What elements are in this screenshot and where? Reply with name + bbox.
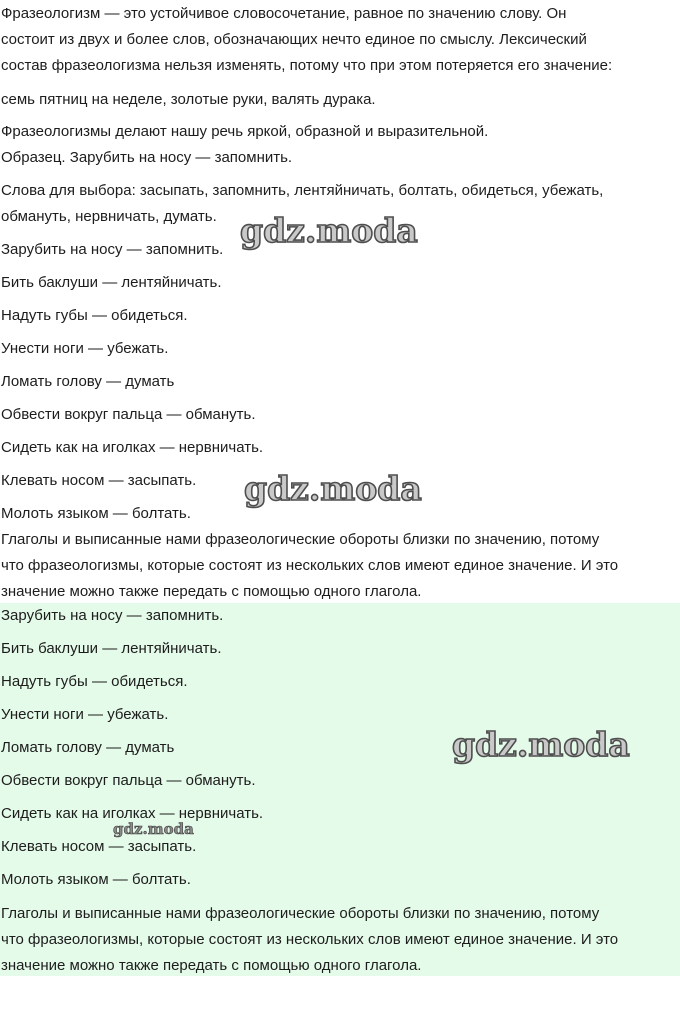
pair-item: Бить баклуши — лентяйничать. — [1, 274, 222, 291]
pair-item: Сидеть как на иголках — нервничать. — [1, 439, 264, 456]
conclusion-line: значение можно также передать с помощью одного глагола. — [1, 957, 422, 974]
watermark-logo: gdz.moda — [113, 820, 194, 838]
conclusion-line: Глаголы и выписанные нами фразеологические обороты близки по значению, потому — [1, 905, 600, 922]
intro-line: состав фразеологизма нельзя изменять, потому что при этом потеряется его значение: — [1, 57, 613, 74]
task-line: Фразеологизмы делают нашу речь яркой, образной и выразительной. — [1, 123, 489, 140]
choices-line: Слова для выбора: засыпать, запомнить, лентяйничать, болтать, обидеться, убежать, — [1, 182, 604, 199]
pair-item: Молоть языком — болтать. — [1, 871, 191, 888]
pair-item: Унести ноги — убежать. — [1, 706, 169, 723]
pair-item: Ломать голову — думать — [1, 373, 175, 390]
intro-line: Фразеологизм — это устойчивое словосочетание, равное по значению слову. Он — [1, 5, 567, 22]
examples-line: семь пятниц на неделе, золотые руки, валять дурака. — [1, 91, 376, 108]
pair-item: Надуть губы — обидеться. — [1, 673, 188, 690]
watermark-logo: gdz.moda — [244, 469, 422, 508]
sample-line: Образец. Зарубить на носу — запомнить. — [1, 149, 293, 166]
pair-item: Унести ноги — убежать. — [1, 340, 169, 357]
watermark-logo: gdz.moda — [452, 725, 630, 764]
pair-item: Обвести вокруг пальца — обмануть. — [1, 772, 256, 789]
conclusion-line: что фразеологизмы, которые состоят из нескольких слов имеют единое значение. И это — [1, 931, 619, 948]
pair-item: Зарубить на носу — запомнить. — [1, 241, 224, 258]
choices-line: обмануть, нервничать, думать. — [1, 208, 217, 225]
pair-item: Зарубить на носу — запомнить. — [1, 607, 224, 624]
pair-item: Ломать голову — думать — [1, 739, 175, 756]
watermark-logo: gdz.moda — [240, 211, 418, 250]
conclusion-line: что фразеологизмы, которые состоят из нескольких слов имеют единое значение. И это — [1, 557, 619, 574]
pair-item: Сидеть как на иголках — нервничать. — [1, 805, 264, 822]
conclusion-line: значение можно также передать с помощью одного глагола. — [1, 583, 422, 600]
pair-item: Бить баклуши — лентяйничать. — [1, 640, 222, 657]
pair-item: Молоть языком — болтать. — [1, 505, 191, 522]
pair-item: Обвести вокруг пальца — обмануть. — [1, 406, 256, 423]
pair-item: Надуть губы — обидеться. — [1, 307, 188, 324]
pair-item: Клевать носом — засыпать. — [1, 838, 197, 855]
pair-item: Клевать носом — засыпать. — [1, 472, 197, 489]
intro-line: состоит из двух и более слов, обозначающих нечто единое по смыслу. Лексический — [1, 31, 587, 48]
conclusion-line: Глаголы и выписанные нами фразеологические обороты близки по значению, потому — [1, 531, 600, 548]
